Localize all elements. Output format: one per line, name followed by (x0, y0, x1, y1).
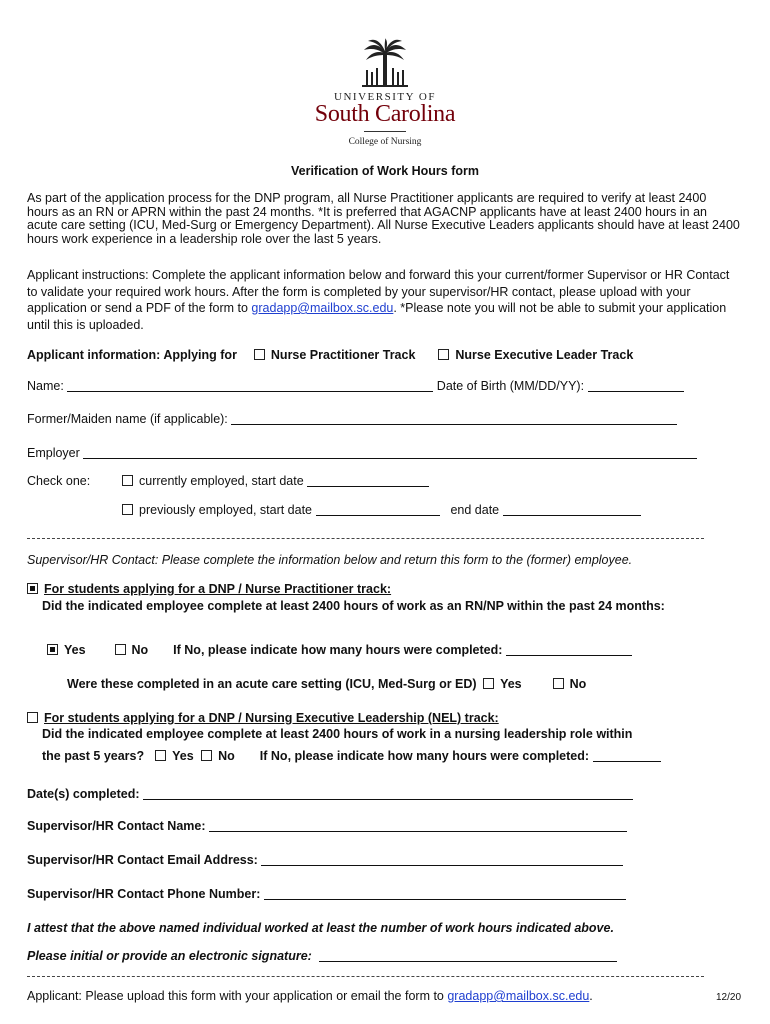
nel-track-label: Nurse Executive Leader Track (455, 348, 634, 362)
nel-if-no-label: If No, please indicate how many hours were completed: (259, 749, 590, 763)
employer-field[interactable] (83, 446, 697, 459)
signature-label: Please initial or provide an electronic signature: (27, 949, 312, 963)
np-section-question: Did the indicated employee complete at least 2400 hours of work as an RN/NP within the past 24 months: (42, 599, 665, 613)
footer-period: . (589, 989, 593, 1003)
check-one-label: Check one: (27, 474, 91, 488)
contact-name-field[interactable] (209, 819, 627, 832)
maiden-name-label: Former/Maiden name (if applicable): (27, 412, 228, 426)
nel-no-label: No (218, 749, 235, 763)
name-field[interactable] (67, 379, 433, 392)
instructions-paragraph (27, 267, 741, 333)
np-track-checkbox[interactable] (254, 349, 265, 360)
previous-employment-row (122, 503, 641, 517)
current-start-date-field[interactable] (307, 474, 429, 487)
form-version-code: 12/20 (716, 992, 742, 1003)
acute-no-label: No (569, 677, 587, 691)
np-hours-field[interactable] (506, 643, 632, 656)
logo-line-college-of-nursing: College of Nursing (348, 137, 422, 147)
section-divider-top (27, 538, 704, 539)
nel-no-checkbox[interactable] (201, 750, 212, 761)
applicant-info-row (27, 348, 633, 362)
section-divider-bottom (27, 976, 704, 977)
name-label: Name: (27, 379, 64, 393)
contact-email-row (27, 853, 623, 867)
acute-care-question: Were these completed in an acute care setting (ICU, Med-Surg or ED) (67, 677, 477, 691)
currently-employed-checkbox[interactable] (122, 475, 133, 486)
np-section-heading-row (27, 582, 391, 596)
current-employment-row (122, 474, 429, 488)
footer-email-link[interactable]: gradapp@mailbox.sc.edu (447, 989, 590, 1003)
employer-label: Employer (27, 446, 80, 460)
university-logo (300, 38, 470, 150)
instructions-text-after: . *Please note you will not be able to submit your application until this is uploaded. (27, 301, 727, 332)
previously-employed-checkbox[interactable] (122, 504, 133, 515)
applicant-info-label: Applicant information: Applying for (27, 348, 237, 362)
dates-completed-field[interactable] (143, 787, 633, 800)
previous-start-date-field[interactable] (316, 503, 440, 516)
np-if-no-label: If No, please indicate how many hours were completed: (173, 643, 503, 657)
np-section-checkbox[interactable] (27, 583, 38, 594)
contact-email-label: Supervisor/HR Contact Email Address: (27, 853, 258, 867)
dates-completed-row (27, 787, 633, 801)
nel-section-heading: For students applying for a DNP / Nursing Executive Leadership (NEL) track: (44, 711, 499, 725)
footer-row (27, 989, 593, 1003)
contact-name-row (27, 819, 627, 833)
acute-care-row (67, 677, 586, 691)
acute-yes-checkbox[interactable] (483, 678, 494, 689)
nel-yes-checkbox[interactable] (155, 750, 166, 761)
acute-yes-label: Yes (500, 677, 522, 691)
logo-line-university-of: UNIVERSITY OF (334, 91, 436, 103)
contact-phone-row (27, 887, 626, 901)
np-yes-label: Yes (64, 643, 86, 657)
np-section-heading: For students applying for a DNP / Nurse Practitioner track: (44, 582, 392, 596)
name-row (27, 379, 684, 393)
np-track-label: Nurse Practitioner Track (270, 348, 416, 362)
employer-row (27, 446, 697, 460)
np-answer-row (47, 643, 632, 657)
signature-row (27, 949, 617, 963)
acute-no-checkbox[interactable] (553, 678, 564, 689)
np-no-label: No (131, 643, 149, 657)
nel-question-continued: the past 5 years? (42, 749, 145, 763)
maiden-name-field[interactable] (231, 412, 677, 425)
palmetto-tree-icon (300, 38, 470, 90)
contact-phone-label: Supervisor/HR Contact Phone Number: (27, 887, 261, 901)
currently-employed-label: currently employed, start date (139, 474, 304, 488)
nel-section-heading-row (27, 711, 499, 725)
dob-field[interactable] (588, 379, 684, 392)
end-date-label: end date (450, 503, 500, 517)
nel-track-checkbox[interactable] (438, 349, 449, 360)
nel-answer-row (42, 749, 661, 763)
nel-section-question: Did the indicated employee complete at least 2400 hours of work in a nursing leadership role within (42, 727, 633, 741)
contact-name-label: Supervisor/HR Contact Name: (27, 819, 206, 833)
logo-line-south-carolina: South Carolina (314, 101, 456, 127)
instructions-email-link[interactable]: gradapp@mailbox.sc.edu (251, 301, 394, 315)
supervisor-note: Supervisor/HR Contact: Please complete the information below and return this form to the (former) employee. (27, 553, 633, 567)
form-title: Verification of Work Hours form (291, 164, 479, 178)
np-no-checkbox[interactable] (115, 644, 126, 655)
intro-paragraph: As part of the application process for the DNP program, all Nurse Practitioner applicants are required to verify at least 2400 hours as an RN or APRN within the past 24 months. *It is preferred that AGACNP applicants have at least 2400 hours in an acute care setting (ICU, Med-Surg or Emergency Department). All Nurse Executive Leaders applicants should have at least 2400 hours work experience in a leadership role over the last 5 years. (27, 191, 740, 246)
np-yes-checkbox[interactable] (47, 644, 58, 655)
dates-completed-label: Date(s) completed: (27, 787, 140, 801)
end-date-field[interactable] (503, 503, 641, 516)
signature-field[interactable] (319, 949, 617, 962)
logo-divider (364, 131, 406, 132)
maiden-name-row (27, 412, 677, 426)
nel-hours-field[interactable] (593, 749, 661, 762)
nel-section-checkbox[interactable] (27, 712, 38, 723)
contact-email-field[interactable] (261, 853, 623, 866)
contact-phone-field[interactable] (264, 887, 626, 900)
nel-yes-label: Yes (172, 749, 194, 763)
dob-label: Date of Birth (MM/DD/YY): (436, 379, 585, 393)
previously-employed-label: previously employed, start date (139, 503, 313, 517)
attestation-text: I attest that the above named individual worked at least the number of work hours indicated above. (27, 921, 614, 935)
footer-text: Applicant: Please upload this form with your application or email the form to (27, 989, 448, 1003)
instructions-text: Applicant instructions: Complete the applicant information below and forward this your current/former Supervisor or HR Contact to validate your required work hours. After the form is completed by your supervisor/HR contact, please upload with your application or send a PDF of the form to (27, 268, 730, 315)
